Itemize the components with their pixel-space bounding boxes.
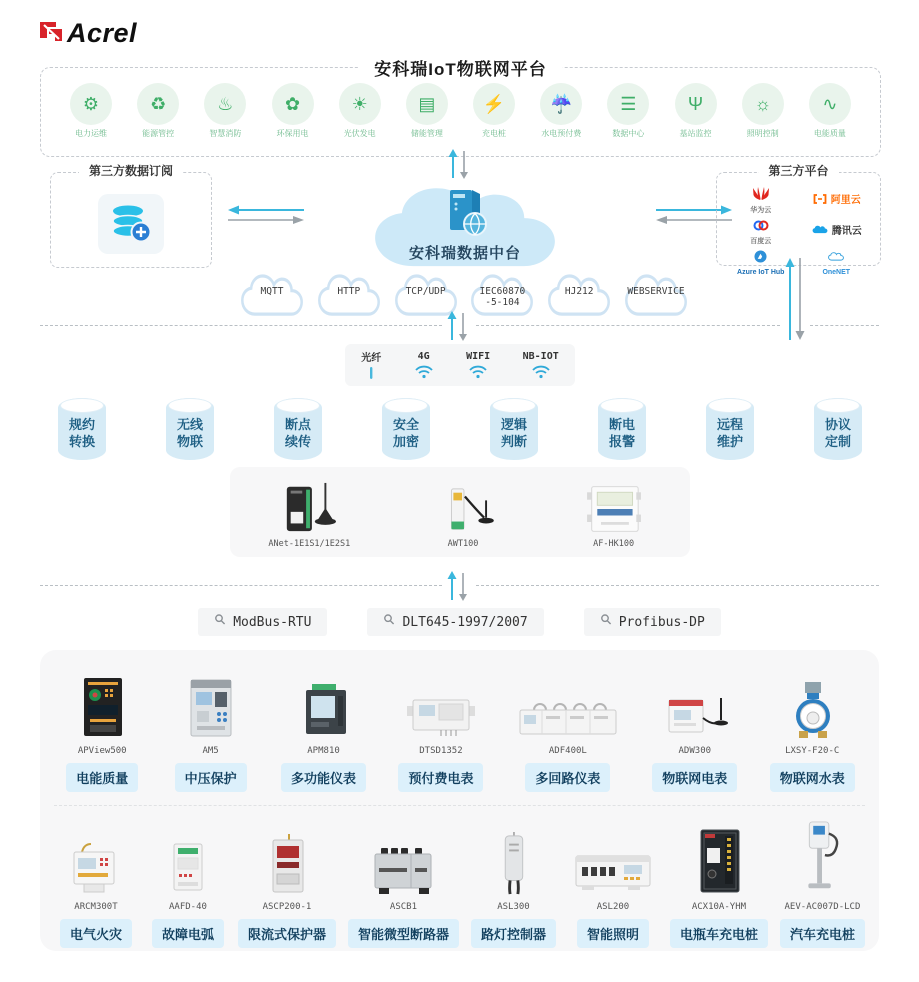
- capability-line1: 逻辑: [500, 417, 527, 432]
- app-item: [265, 83, 321, 139]
- cloud-vendor-label: 百度云: [750, 238, 772, 245]
- platform-logo: [799, 250, 875, 276]
- capability-line1: 规约: [68, 417, 95, 432]
- app-item: [63, 83, 119, 139]
- cloud-vendor-icon: [754, 250, 767, 268]
- comm-link-icon: [523, 363, 559, 379]
- app-icon: Ψ: [675, 83, 717, 125]
- product-category-chip: 电气火灾: [60, 919, 132, 948]
- cloud-vendor-label: OneNET: [822, 269, 851, 276]
- bus-protocol-label: DLT645-1997/2007: [402, 614, 528, 630]
- capability-line1: 无线: [176, 417, 203, 432]
- app-label: 充电桩: [482, 129, 507, 138]
- cylinder-top: [708, 398, 752, 413]
- product-item: [348, 816, 459, 948]
- comm-link-icon: [466, 363, 490, 379]
- acrel-logo-text: Acrel: [67, 18, 138, 48]
- product-item: [173, 666, 249, 792]
- third-party-subscribe-box: [50, 164, 212, 268]
- app-icon: ∿: [809, 83, 851, 125]
- app-icon: ☔: [540, 83, 582, 125]
- protocol-name: HJ212: [564, 286, 594, 297]
- database-plus-icon: [98, 194, 164, 254]
- product-model: ASCP200-1: [262, 902, 312, 912]
- updown-arrow-icon: [444, 310, 472, 347]
- app-label: 智慧消防: [209, 129, 242, 138]
- product-item: [568, 816, 658, 948]
- product-item: [652, 666, 737, 792]
- protocol-cloud: [543, 272, 615, 319]
- capability-line2: 定制: [824, 433, 851, 449]
- product-category-chip: 路灯控制器: [471, 919, 556, 948]
- cloud-vendor-label: 腾讯云: [831, 226, 862, 237]
- app-icon: ⚙: [70, 83, 112, 125]
- app-item: [533, 83, 589, 139]
- product-item: [516, 666, 620, 792]
- app-label: 环保用电: [276, 129, 309, 138]
- link-icon: [600, 614, 612, 630]
- comm-item: [523, 351, 559, 379]
- product-row-1: [48, 666, 871, 792]
- capability-line1: 断点: [284, 417, 311, 432]
- capability-cylinder: [490, 398, 538, 460]
- bus-protocol-chip: [198, 608, 327, 636]
- product-model: ADW300: [678, 746, 712, 756]
- app-item: [332, 83, 388, 139]
- bus-protocol-label: Profibus-DP: [618, 614, 705, 630]
- capability-cylinder: [706, 398, 754, 460]
- capability-row: [58, 398, 862, 460]
- product-category-chip: 智能照明: [577, 919, 649, 948]
- divider: [40, 585, 442, 586]
- capability-line2: 转换: [68, 433, 95, 449]
- third-party-subscribe-title: 第三方数据订阅: [79, 165, 183, 177]
- products-box: [40, 650, 879, 951]
- cloud-vendor-icon: [811, 223, 829, 241]
- app-icon: ♻: [137, 83, 179, 125]
- platform-logo: [799, 219, 875, 245]
- app-label: 电能质量: [813, 129, 846, 138]
- third-party-platform-box: [716, 164, 881, 276]
- gateway-device-figure: [423, 479, 503, 535]
- comm-item: [466, 351, 490, 379]
- protocol-name: WEBSERVICE: [627, 286, 685, 297]
- capability-cylinder: [274, 398, 322, 460]
- cloud-vendor-icon: [827, 250, 845, 268]
- capability-line2: 物联: [176, 433, 203, 449]
- comm-label: WIFI: [466, 351, 491, 362]
- acrel-logo-icon: [38, 18, 64, 49]
- platform-box: [40, 60, 881, 157]
- app-item: [197, 83, 253, 139]
- product-category-chip: 物联网水表: [770, 763, 855, 792]
- app-icon: ☀: [339, 83, 381, 125]
- app-label: 电力运维: [75, 129, 107, 138]
- capability-line1: 协议: [824, 417, 851, 432]
- gateway-item: [572, 479, 656, 549]
- product-item: [64, 666, 140, 792]
- comm-item: [361, 349, 381, 381]
- cloud-vendor-label: Azure IoT Hub: [737, 269, 785, 276]
- app-label: 水电预付费: [541, 129, 582, 138]
- product-figure: [249, 816, 325, 896]
- product-item: [238, 816, 336, 948]
- product-category-chip: 多回路仪表: [525, 763, 610, 792]
- capability-cylinder: [382, 398, 430, 460]
- cylinder-top: [600, 398, 644, 413]
- product-row-divider: [54, 805, 865, 806]
- divider: [476, 325, 780, 326]
- product-category-chip: 智能微型断路器: [348, 919, 459, 948]
- product-figure: [361, 816, 445, 896]
- app-item: [735, 83, 791, 139]
- protocol-cloud: [313, 272, 385, 319]
- product-model: ASL200: [596, 902, 630, 912]
- cylinder-top: [816, 398, 860, 413]
- platform-logo: [723, 187, 799, 214]
- product-model: LXSY-F20-C: [785, 746, 840, 756]
- comm-link-box: [345, 344, 575, 386]
- product-figure: [286, 666, 362, 740]
- product-category-chip: 限流式保护器: [238, 919, 336, 948]
- capability-line2: 续传: [284, 433, 311, 449]
- app-item: [600, 83, 656, 139]
- capability-line2: 报警: [608, 433, 635, 449]
- product-category-chip: 电瓶车充电桩: [670, 919, 768, 948]
- product-figure: [173, 666, 249, 740]
- protocol-cloud: [236, 272, 308, 319]
- protocol-name-line2: -5-104: [485, 296, 520, 308]
- comm-label: 4G: [417, 351, 430, 362]
- product-item: [150, 816, 226, 948]
- data-hub-cloud: [356, 180, 574, 276]
- product-model: DTSD1352: [419, 746, 463, 756]
- app-item: [668, 83, 724, 139]
- gateway-item: [264, 479, 354, 549]
- product-model: ADF400L: [548, 746, 587, 756]
- app-icon: ♨: [204, 83, 246, 125]
- app-icon: ☰: [607, 83, 649, 125]
- app-item: [802, 83, 858, 139]
- protocol-cloud: [466, 272, 538, 319]
- platform-logo: [723, 219, 799, 245]
- product-item: [281, 666, 366, 792]
- product-category-chip: 物联网电表: [652, 763, 737, 792]
- bus-protocol-chip: [367, 608, 543, 636]
- app-label: 储能管理: [410, 129, 443, 138]
- link-icon: [383, 614, 395, 630]
- cylinder-top: [276, 398, 320, 413]
- divider: [810, 325, 879, 326]
- protocol-name: TCP/UDP: [405, 286, 446, 297]
- product-model: AEV-AC007D-LCD: [784, 902, 861, 912]
- app-label: 光伏发电: [343, 129, 376, 138]
- app-icon: ☼: [742, 83, 784, 125]
- app-label: 照明控制: [746, 129, 779, 138]
- product-item: [670, 816, 768, 948]
- product-item: [770, 666, 855, 792]
- product-item: [398, 666, 483, 792]
- product-category-chip: 中压保护: [175, 763, 247, 792]
- gateway-model: AF-HK100: [593, 539, 635, 549]
- cloud-vendor-icon: [812, 192, 828, 210]
- gateway-device-figure: [572, 479, 656, 535]
- comm-link-icon: [361, 365, 381, 381]
- app-row: [63, 83, 858, 139]
- comm-item: [414, 351, 434, 379]
- product-model: APM810: [307, 746, 340, 756]
- app-icon: ✿: [272, 83, 314, 125]
- cloud-vendor-label: 阿里云: [830, 194, 861, 206]
- product-figure: [150, 816, 226, 896]
- product-category-chip: 汽车充电桩: [780, 919, 865, 948]
- cloud-vendor-icon: [752, 219, 770, 237]
- product-model: ACX10A-YHM: [691, 902, 747, 912]
- app-label: 数据中心: [612, 129, 645, 138]
- comm-label: 光纤: [361, 353, 382, 364]
- product-item: [471, 816, 556, 948]
- divider: [40, 325, 442, 326]
- product-category-chip: 电能质量: [66, 763, 138, 792]
- gateway-item: [423, 479, 503, 549]
- product-model: ASCB1: [389, 902, 417, 912]
- updown-arrow-icon: [444, 570, 472, 607]
- platform-logo: [799, 187, 875, 214]
- capability-line1: 远程: [716, 417, 743, 432]
- product-model: ASL300: [497, 902, 530, 912]
- capability-line2: 判断: [500, 433, 527, 449]
- app-icon: ▤: [406, 83, 448, 125]
- product-category-chip: 预付费电表: [398, 763, 483, 792]
- protocol-name: MQTT: [260, 286, 284, 297]
- link-icon: [214, 614, 226, 630]
- capability-cylinder: [814, 398, 862, 460]
- comm-label: NB-IOT: [522, 351, 559, 362]
- app-icon: ⚡: [473, 83, 515, 125]
- cylinder-top: [60, 398, 104, 413]
- cloud-vendor-icon: [752, 187, 770, 206]
- bus-protocol-row: [0, 608, 919, 636]
- gateway-model: ANet-1E1S1/1E2S1: [268, 539, 351, 549]
- capability-line1: 断电: [608, 417, 635, 432]
- product-item: [54, 816, 138, 948]
- product-item: [780, 816, 865, 948]
- product-figure: [777, 666, 847, 740]
- bus-protocol-chip: [584, 608, 721, 636]
- product-figure: [54, 816, 138, 896]
- product-figure: [516, 666, 620, 740]
- platform-title: 安科瑞IoT物联网平台: [358, 55, 563, 80]
- product-figure: [481, 816, 545, 896]
- app-label: 基站监控: [679, 129, 712, 138]
- acrel-logo: [38, 18, 137, 49]
- comm-link-icon: [414, 363, 434, 379]
- product-figure: [653, 666, 737, 740]
- capability-line2: 维护: [716, 433, 743, 449]
- product-category-chip: 多功能仪表: [281, 763, 366, 792]
- product-figure: [681, 816, 757, 896]
- right-vertical-arrows-icon: [782, 256, 808, 347]
- third-party-platform-title: 第三方平台: [758, 165, 838, 177]
- app-item: [399, 83, 455, 139]
- cylinder-top: [168, 398, 212, 413]
- gateway-model: AWT100: [447, 539, 479, 549]
- left-exchange-arrows-icon: [226, 203, 306, 232]
- protocol-name: IEC60870: [479, 286, 526, 297]
- app-item: [130, 83, 186, 139]
- app-label: 能源管控: [142, 129, 175, 138]
- product-model: ARCM300T: [74, 902, 118, 912]
- cylinder-top: [492, 398, 536, 413]
- capability-line1: 安全: [392, 417, 419, 432]
- divider: [476, 585, 879, 586]
- capability-line2: 加密: [392, 433, 419, 449]
- product-model: AAFD-40: [169, 902, 207, 912]
- app-item: [466, 83, 522, 139]
- bus-protocol-label: ModBus-RTU: [233, 614, 312, 630]
- product-figure: [787, 816, 857, 896]
- server-icon: [442, 188, 488, 243]
- gateway-device-figure: [264, 479, 354, 535]
- capability-cylinder: [58, 398, 106, 460]
- protocol-name: HTTP: [337, 286, 361, 297]
- product-figure: [399, 666, 483, 740]
- protocol-cloud: [620, 272, 692, 319]
- product-row-2: [48, 816, 871, 948]
- product-category-chip: 故障电弧: [152, 919, 224, 948]
- cloud-vendor-label: 华为云: [750, 207, 772, 214]
- gateway-box: [230, 467, 690, 557]
- product-figure: [64, 666, 140, 740]
- cylinder-top: [384, 398, 428, 413]
- product-model: APView500: [77, 746, 127, 756]
- capability-cylinder: [598, 398, 646, 460]
- product-figure: [568, 816, 658, 896]
- data-hub-label: 安科瑞数据中台: [408, 245, 521, 262]
- capability-cylinder: [166, 398, 214, 460]
- product-model: AM5: [202, 746, 219, 756]
